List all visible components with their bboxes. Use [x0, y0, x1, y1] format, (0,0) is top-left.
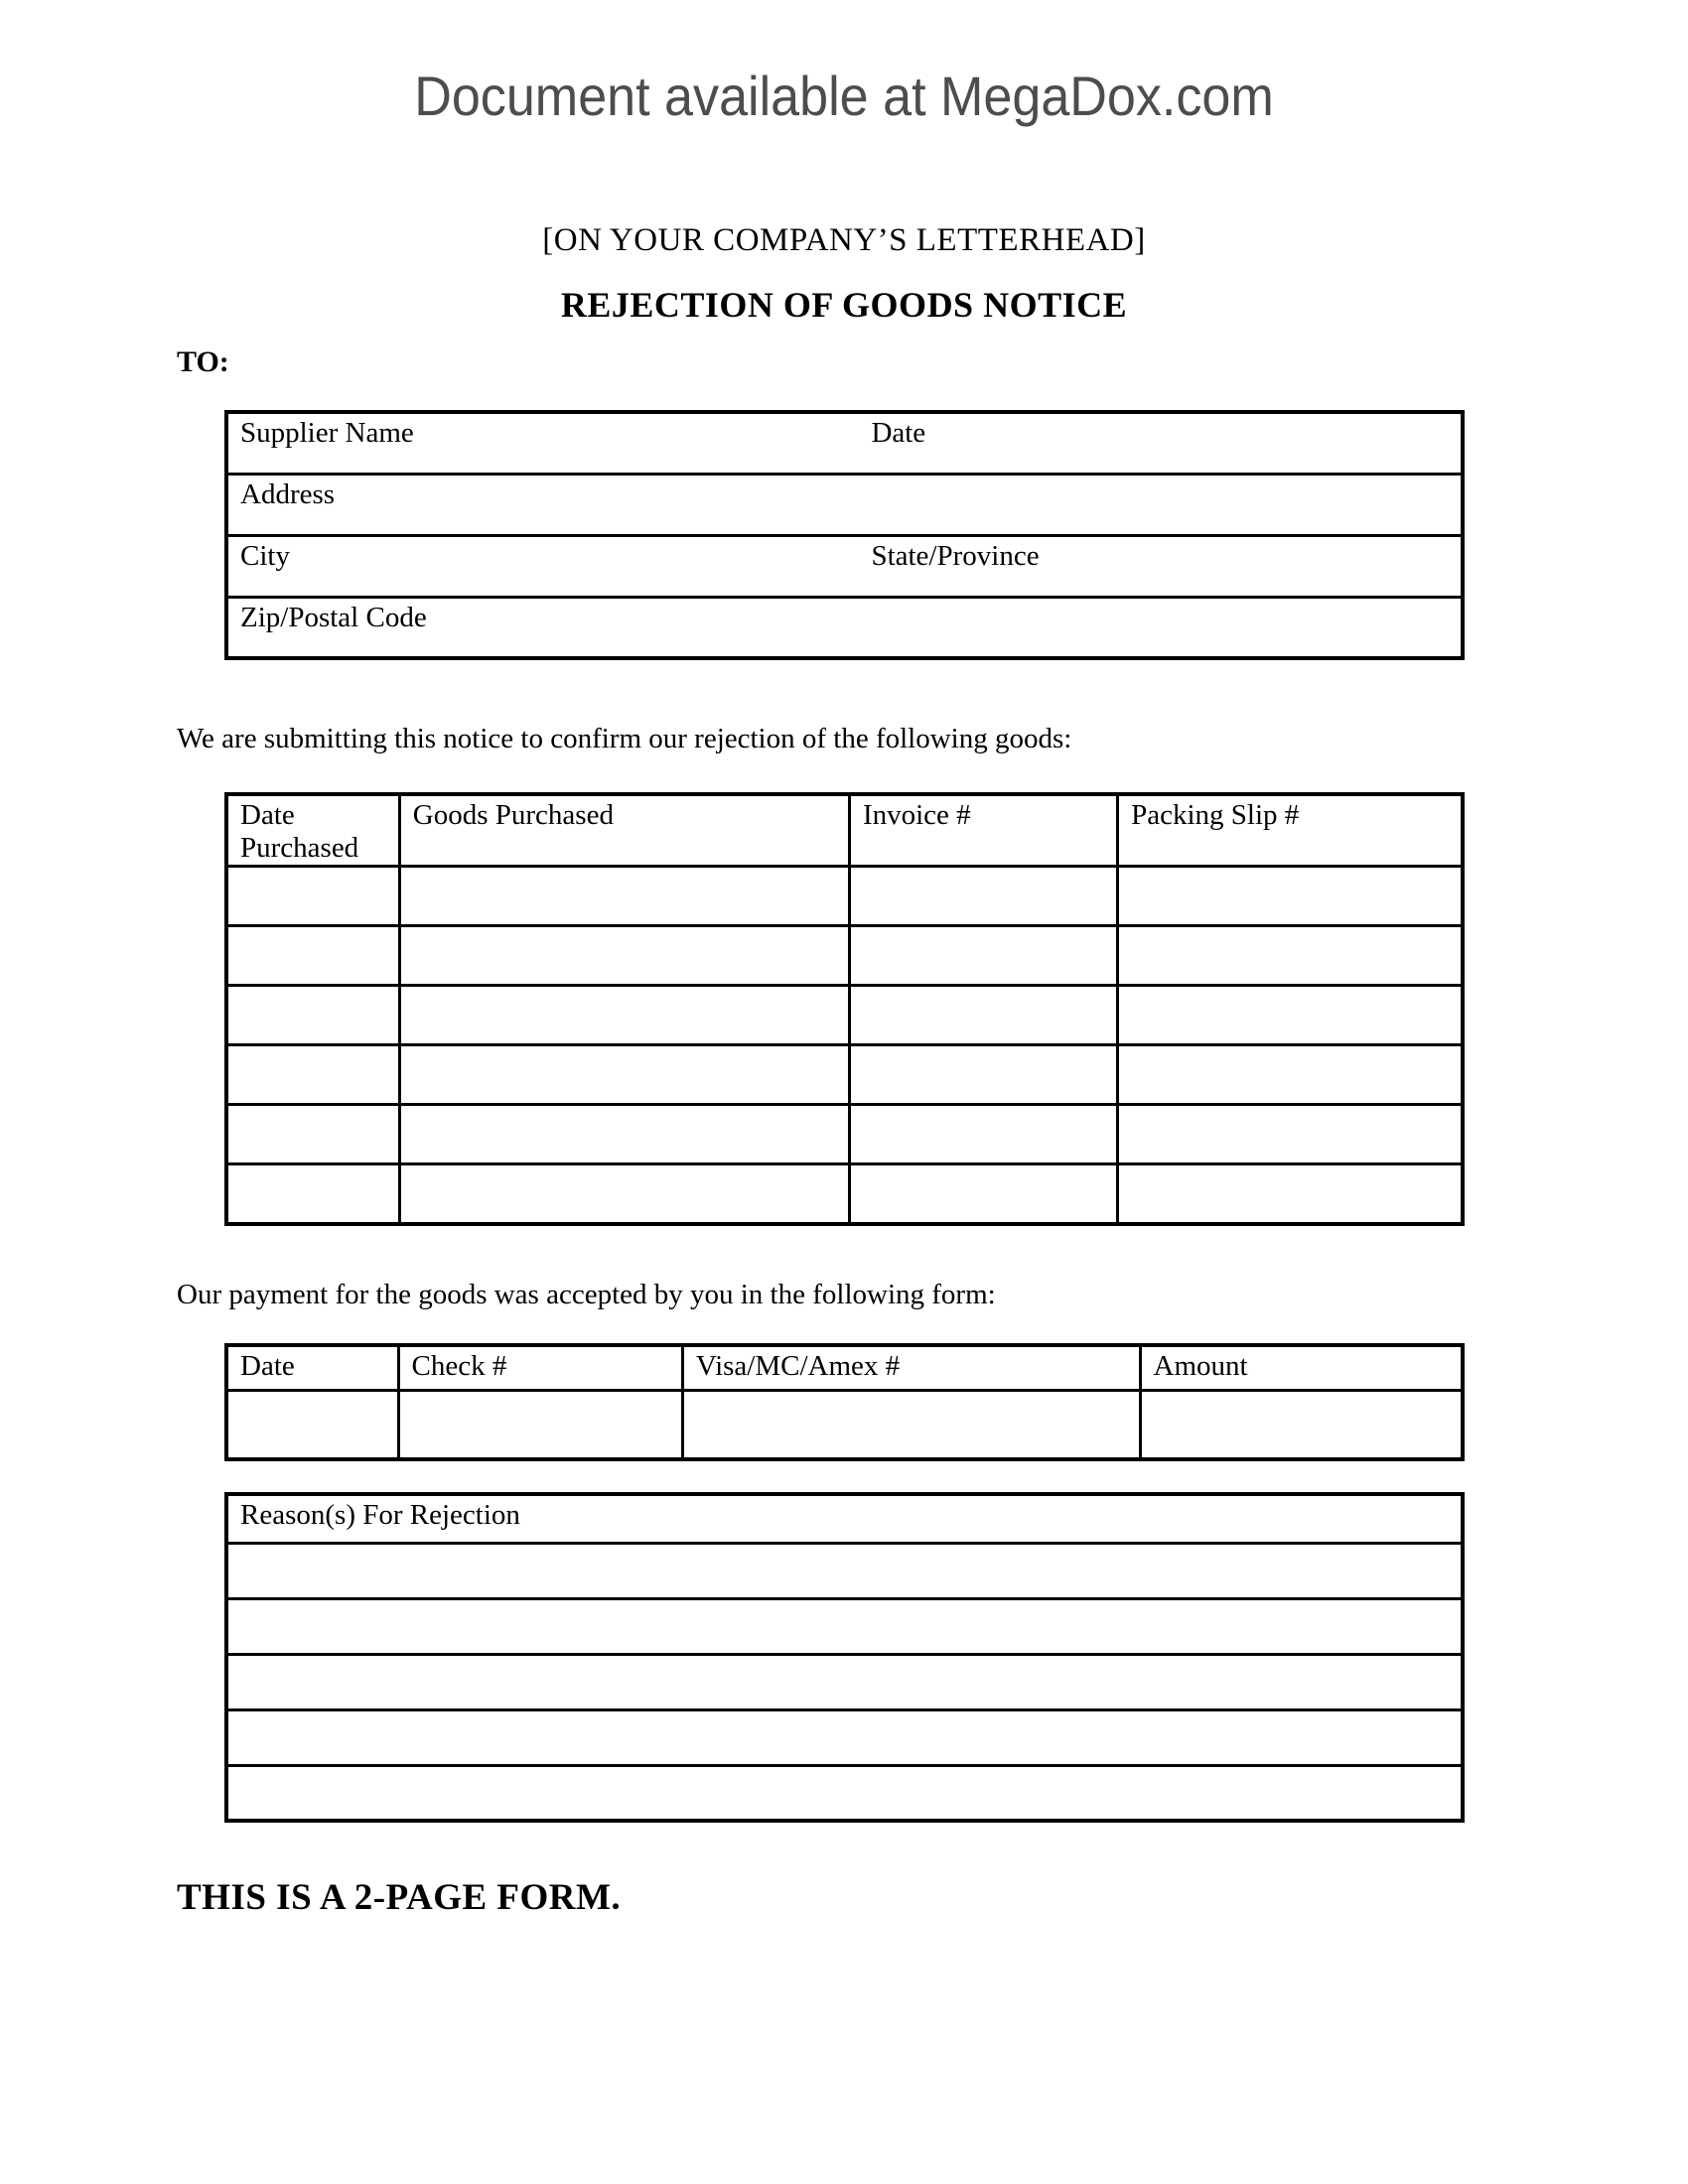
supplier-row-zip: [226, 597, 1463, 658]
empty-cell: [226, 1765, 1463, 1821]
empty-cell: [849, 926, 1117, 986]
empty-cell: [399, 1105, 849, 1164]
to-label: TO:: [177, 345, 229, 378]
rejection-reasons-table: [224, 1492, 1465, 1823]
date-cell: Date: [859, 412, 1463, 474]
empty-cell: [1118, 1045, 1463, 1105]
empty-cell: [226, 1105, 399, 1164]
reasons-header-label: Reason(s) For Rejection: [226, 1494, 1463, 1543]
empty-cell: [849, 867, 1117, 926]
empty-cell: [1118, 986, 1463, 1045]
empty-cell: [1118, 926, 1463, 986]
empty-cell: [399, 1164, 849, 1224]
empty-cell: [849, 1164, 1117, 1224]
empty-row: [226, 1045, 1463, 1105]
empty-row: [226, 986, 1463, 1045]
payment-header-check: Check #: [398, 1345, 682, 1390]
empty-cell: [1140, 1390, 1463, 1459]
empty-cell: [399, 986, 849, 1045]
empty-cell: [849, 986, 1117, 1045]
goods-header-packing-slip: Packing Slip #: [1118, 794, 1463, 867]
payment-header-row: [226, 1345, 1463, 1390]
zip-blank-cell: [859, 597, 1463, 658]
page-title: REJECTION OF GOODS NOTICE: [560, 285, 1128, 325]
supplier-name-cell: Supplier Name: [226, 412, 859, 474]
empty-cell: [226, 1598, 1463, 1654]
rejected-goods-table: [224, 792, 1465, 1226]
city-cell: City: [226, 535, 859, 597]
empty-cell: [1118, 867, 1463, 926]
empty-cell: [1118, 1105, 1463, 1164]
empty-row: [226, 1765, 1463, 1821]
empty-row: [226, 1598, 1463, 1654]
letterhead-placeholder: [ON YOUR COMPANY’S LETTERHEAD]: [542, 222, 1146, 258]
empty-cell: [226, 986, 399, 1045]
empty-cell: [682, 1390, 1140, 1459]
empty-row: [226, 1164, 1463, 1224]
empty-cell: [849, 1105, 1117, 1164]
empty-cell: [226, 1709, 1463, 1765]
goods-header-date-purchased: Date Purchased: [226, 794, 399, 867]
empty-cell: [226, 926, 399, 986]
payment-header-visa-mc-amex: Visa/MC/Amex #: [682, 1345, 1140, 1390]
empty-cell: [226, 1654, 1463, 1709]
empty-cell: [226, 1390, 398, 1459]
reasons-header-row: [226, 1494, 1463, 1543]
empty-cell: [226, 867, 399, 926]
goods-header-row: [226, 794, 1463, 867]
two-page-form-note: THIS IS A 2-PAGE FORM.: [177, 1877, 622, 1918]
empty-cell: [226, 1164, 399, 1224]
goods-header-goods-purchased: Goods Purchased: [399, 794, 849, 867]
address-blank-cell: [859, 474, 1463, 535]
empty-cell: [1118, 1164, 1463, 1224]
supplier-row-city-state: [226, 535, 1463, 597]
empty-cell: [399, 867, 849, 926]
supplier-info-table: [224, 410, 1465, 660]
supplier-row-address: [226, 474, 1463, 535]
empty-cell: [226, 1045, 399, 1105]
payment-intro-text: Our payment for the goods was accepted by you in the following form:: [177, 1279, 996, 1310]
empty-row: [226, 1543, 1463, 1598]
goods-header-invoice: Invoice #: [849, 794, 1117, 867]
empty-cell: [226, 1543, 1463, 1598]
empty-cell: [399, 926, 849, 986]
empty-cell: [399, 1045, 849, 1105]
goods-intro-text: We are submitting this notice to confirm our rejection of the following goods:: [177, 723, 1072, 754]
payment-header-date: Date: [226, 1345, 398, 1390]
empty-cell: [849, 1045, 1117, 1105]
payment-header-amount: Amount: [1140, 1345, 1463, 1390]
empty-row: [226, 867, 1463, 926]
payment-table: [224, 1343, 1465, 1461]
empty-cell: [398, 1390, 682, 1459]
empty-row: [226, 1390, 1463, 1459]
empty-row: [226, 1105, 1463, 1164]
supplier-row-name-date: [226, 412, 1463, 474]
state-province-cell: State/Province: [859, 535, 1463, 597]
watermark-text: Document available at MegaDox.com: [414, 65, 1274, 127]
empty-row: [226, 926, 1463, 986]
empty-row: [226, 1709, 1463, 1765]
empty-row: [226, 1654, 1463, 1709]
address-cell: Address: [226, 474, 859, 535]
zip-postal-cell: Zip/Postal Code: [226, 597, 859, 658]
